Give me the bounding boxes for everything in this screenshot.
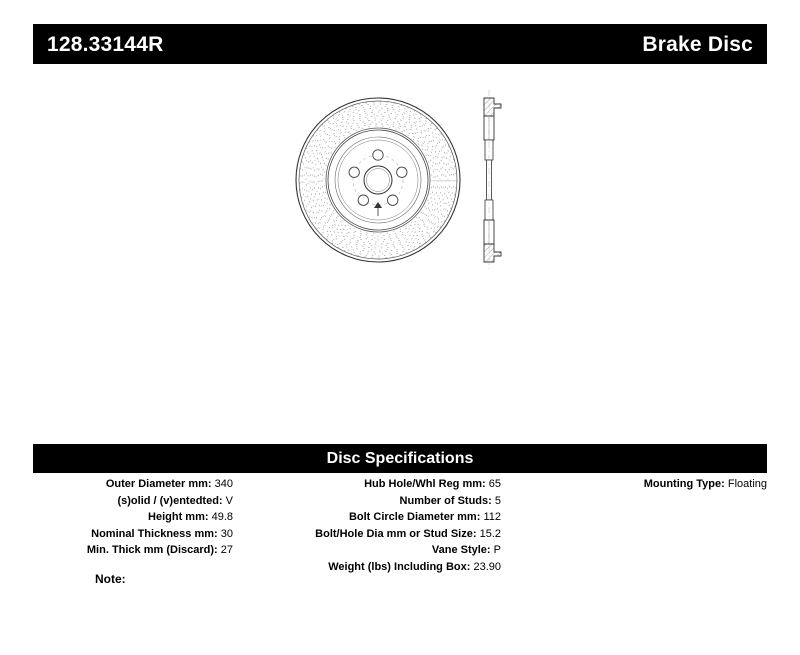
spec-row — [249, 559, 501, 576]
spec-column-middle — [249, 476, 501, 575]
spec-value: 5 — [494, 494, 501, 507]
spec-column-left — [33, 476, 233, 559]
spec-row — [249, 476, 501, 493]
spec-label: Outer Diameter mm: — [105, 478, 212, 490]
spec-label: (s)olid / (v)entedted: — [117, 494, 223, 507]
brake-disc-technical-drawing — [288, 80, 548, 280]
spec-label: Bolt Circle Diameter mm: — [348, 511, 481, 523]
spec-row — [33, 542, 233, 559]
product-type: Brake Disc — [642, 32, 753, 56]
spec-label: Height mm: — [148, 511, 209, 523]
spec-value: 65 — [488, 478, 501, 490]
spec-title: Disc Specifications — [326, 449, 474, 467]
spec-label: Bolt/Hole Dia mm or Stud Size: — [315, 527, 477, 540]
spec-row — [33, 509, 233, 526]
spec-row — [33, 526, 233, 543]
spec-value: 30 — [220, 527, 233, 540]
spec-value: V — [225, 494, 233, 507]
spec-row — [249, 542, 501, 559]
rotor-front-view — [296, 98, 460, 262]
spec-row — [249, 493, 501, 510]
spec-row — [249, 526, 501, 543]
spec-row — [249, 509, 501, 526]
header-bar — [33, 24, 767, 64]
spec-row — [33, 476, 233, 493]
spec-body — [33, 476, 767, 606]
spec-label: Vane Style: — [431, 544, 491, 556]
note-label: Note: — [95, 572, 126, 586]
spec-row — [33, 493, 233, 510]
spec-value: 15.2 — [479, 527, 501, 540]
spec-label: Hub Hole/Whl Reg mm: — [364, 478, 486, 490]
spec-value: P — [493, 544, 501, 556]
spec-value: Floating — [727, 478, 767, 490]
spec-label: Nominal Thickness mm: — [91, 527, 218, 540]
part-number: 128.33144R — [47, 32, 164, 56]
spec-value: 23.90 — [473, 560, 501, 573]
note-row — [95, 572, 126, 586]
spec-value: 49.8 — [211, 511, 233, 523]
spec-label: Weight (lbs) Including Box: — [328, 560, 471, 573]
spec-label: Min. Thick mm (Discard): — [86, 544, 218, 556]
spec-title-bar — [33, 444, 767, 473]
spec-label: Mounting Type: — [643, 478, 725, 490]
spec-value: 27 — [220, 544, 233, 556]
spec-value: 340 — [214, 478, 233, 490]
spec-label: Number of Studs: — [399, 494, 492, 507]
rotor-side-profile-view — [484, 90, 501, 272]
spec-value: 112 — [483, 511, 501, 523]
spec-row — [513, 476, 767, 493]
drawing-area — [33, 75, 767, 430]
spec-column-right — [513, 476, 767, 493]
